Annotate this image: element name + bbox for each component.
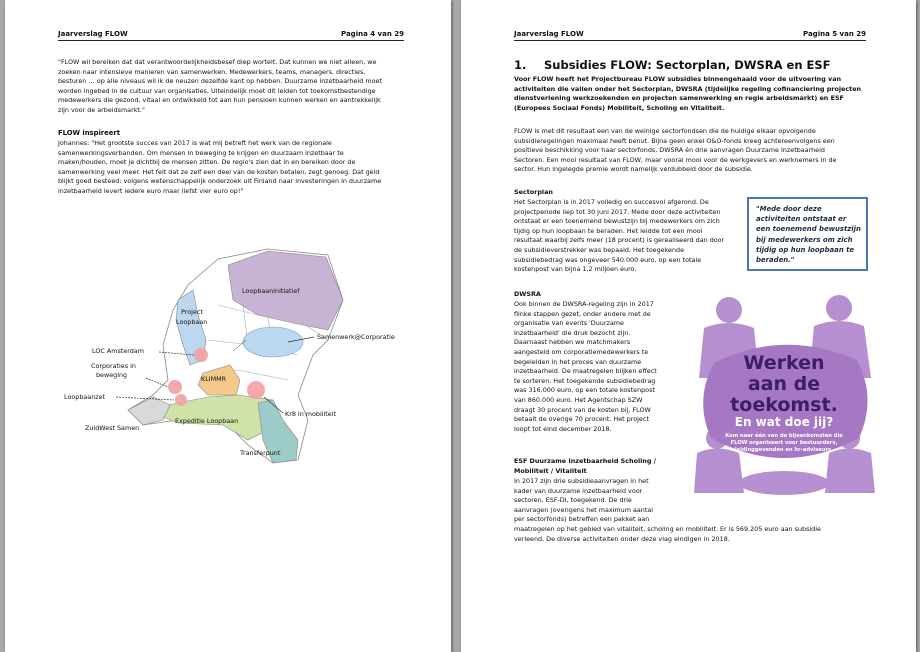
section-title-text: Subsidies FLOW: Sectorplan, DWSRA en ESF <box>544 58 831 72</box>
map-label-project: Project <box>181 308 203 316</box>
text-line: subsidiebedrag was ongeveer 540.000 euro, op een totale <box>514 255 702 264</box>
netherlands-region-map <box>58 245 418 475</box>
text-line: ESF Duurzame Inzetbaarheid Scholing / <box>514 457 657 465</box>
report-page-5 <box>461 0 916 652</box>
text-line: van 860.000 euro. Het Agentschap SZW <box>514 395 643 404</box>
text-line: samenwerking veel meer. Het feit dat ze zelf een deel van de kosten betalen, zegt genoeg. Dat geld <box>58 167 380 176</box>
text-line: medewerkers die gezond, vitaal en ontwikkeld tot aan hun pensioen kunnen werken en aantrekkelijk <box>58 96 381 105</box>
text-line: Johannes: "Het grootste succes van 2017 is wat mij betreft het werk van de regionale <box>58 139 332 147</box>
text-line: begeleiden in het proces van duurzame <box>514 357 642 366</box>
sectorplan-heading: Sectorplan <box>514 188 553 196</box>
intro-paragraph <box>514 75 866 113</box>
running-header <box>514 30 866 41</box>
text-line: In 2017 zijn drie subsidieaanvragen in het <box>514 477 649 485</box>
map-label-beweging: beweging <box>96 371 128 379</box>
text-line: zoeken naar intensieve manieren van samenwerken. Medewerkers, teams, managers, directies, <box>58 67 366 76</box>
flow-result-paragraph <box>514 127 866 175</box>
text-line: kostenpost van bijna 1,2 miljoen euro. <box>514 265 637 274</box>
text-line: FLOW is met dit resultaat een van de weinige sectorfondsen die de huidige elkaar opvolgende <box>514 127 816 135</box>
text-line: Inzetbaarheid' die druk bezocht zijn. <box>514 328 631 337</box>
esf-paragraph <box>514 477 866 544</box>
text-line: te sorteren. Het toegekende subsidiebedrag <box>514 376 656 385</box>
map-graphic <box>58 245 418 475</box>
text-line: kader van duurzame inzetbaarheid voor <box>514 486 643 495</box>
text-line: Ook binnen de DWSRA-regeling zijn in 2017 <box>514 300 654 308</box>
text-line: worden ingebed in de cultuur van organisaties. Uiteindelijk moet dit leiden tot toekomstbestendige <box>58 86 376 95</box>
text-line: was 316.000 euro, op een totale kostenpost <box>514 386 655 395</box>
map-label-loopbaaninitiatief: Loopbaaninitiatief <box>242 287 300 295</box>
text-line: activiteiten die vallen onder het Sectorplan, DWSRA (tijdelijke regeling cofinanciering projecten <box>514 84 862 93</box>
text-line: positieve beschikking voor haar sectorfonds, DWSRA én drie aanvragen Duurzame Inzetbaarheid <box>514 146 825 155</box>
text-line: samenwerkingsverbanden. Om mensen in beweging te krijgen en duurzaam inzetbaar te <box>58 148 344 157</box>
text-line: aanvragen (overigens het maximum aantal <box>514 505 654 514</box>
map-label-kr8: Kr8 in mobiliteit <box>285 410 337 418</box>
text-line: Daarnaast hebben we matchmakers <box>514 338 631 347</box>
map-label-klimmr: KLIMMR <box>201 375 227 383</box>
text-line: "FLOW wil bereiken dat dat verantwoordelijkheidsbesef diep wortelt. Dat kunnen we niet alleen, we <box>58 58 377 66</box>
text-line: maatregelen op het gebied van vitaliteit, scholing en mobiliteit. Er is 569.205 euro aan subsidie <box>514 524 821 533</box>
text-line: blijkt goed besteed: volgens wetenschappelijk onderzoek uit Finland naar investeringen in duurzame <box>58 177 382 186</box>
header-page-number: Pagina 4 van 29 <box>341 30 404 38</box>
poster-line-2: aan de <box>747 373 821 395</box>
text-line: per sectorfonds) betreffen een pakket aan <box>514 515 650 524</box>
sectorplan-paragraph <box>514 198 729 275</box>
text-line: organisatie van events 'Duurzame <box>514 319 624 328</box>
text-line: Sectoren. Een mooi resultaat van FLOW, maar vooral mooi voor de werkgevers en werknemers in de <box>514 155 837 164</box>
section-heading: FLOW inspireert <box>58 129 120 137</box>
text-line: (Europees Sociaal Fonds) Mobiliteit, Scholing en Vitaliteit. <box>514 103 725 112</box>
map-label-transferpunt: Transferpunt <box>240 449 281 457</box>
dwsra-paragraph <box>514 300 714 434</box>
text-line: draagt 30 procent van de kosten bij, FLOW <box>514 405 651 414</box>
map-label-expeditie: Expeditie Loopbaan <box>175 417 239 425</box>
header-page-number: Pagina 5 van 29 <box>803 30 866 38</box>
poster-line-1: Werken <box>743 352 825 374</box>
running-header <box>58 30 404 41</box>
section-title <box>514 58 831 72</box>
text-line: de subsidieverstrekker was bepaald. Het toegekende <box>514 245 685 254</box>
text-line: projectperiode liep tot 30 juni 2017. Mede door deze activiteiten <box>514 207 721 216</box>
report-page-4 <box>5 0 451 652</box>
text-line: resultaat waarbij zelfs meer (18 procent) is gerealiseerd dan door <box>514 236 725 245</box>
text-line: inzetbaarheid levert iedere euro maar liefst vier euro op!" <box>58 186 244 195</box>
pull-quote-box: "Mede door deze activiteiten ontstaat er een toenemend bewustzijn bij medewerkers om zich tijdig op hun loopbaan te beraden." <box>747 197 868 271</box>
text-line: besturen … op alle niveaus wil ik de neuzen dezelfde kant op hebben. Duurzame inzetbaarheid moet <box>58 77 382 86</box>
text-line: Voor FLOW heeft het Projectbureau FLOW subsidies binnengehaald voor de uitvoering van <box>514 75 842 83</box>
esf-heading <box>514 457 714 476</box>
text-line: Mobiliteit / Vitaliteit <box>514 466 587 475</box>
text-line: verleend. De diverse activiteiten onder deze vlag eindigen in 2018. <box>514 534 730 543</box>
text-line: tijdig op hun loopbaan te beraden. Het leidde tot een mooi <box>514 226 703 235</box>
inspire-paragraph <box>58 139 404 197</box>
poster-line-4: En wat doe jij? <box>734 415 834 429</box>
event-poster <box>689 288 879 503</box>
text-line: dienstverlening werkzoekenden en projecten samenwerking en regie arbeidsmarkt) en ESF <box>514 94 844 103</box>
text-line: ontstaat er een toenemend bewustzijn bij medewerkers om zich <box>514 217 720 226</box>
map-label-loopbaanzet: Loopbaanzet <box>64 393 106 401</box>
section-number: 1. <box>514 58 527 72</box>
text-line: flinke stappen gezet, onder andere met de <box>514 309 651 318</box>
dwsra-heading: DWSRA <box>514 290 541 298</box>
poster-subtitle: Kom naar één van de bijeenkomsten die FLOW organiseert voor bestuurders, leidinggevenden en hr-adviseurs. <box>725 433 843 453</box>
quote-paragraph <box>58 58 404 116</box>
text-line: zijn voor de arbeidsmarkt." <box>58 105 145 114</box>
header-title: Jaarverslag FLOW <box>58 30 128 38</box>
text-line: inzetbaarheid. De maatregelen blijken effect <box>514 367 657 376</box>
map-label-loc-amsterdam: LOC Amsterdam <box>92 347 144 355</box>
text-line: maken/houden, moet je dichtbij de mensen zitten. De regio's zien dat in en bereiken door de <box>58 158 356 167</box>
text-line: subsidieregelingen maximaal heeft benut. Bijna geen enkel O&O-fonds kreeg achtereenvolgens een <box>514 136 835 145</box>
text-line: aangesteld om corporatiemedewerkers te <box>514 347 649 356</box>
text-line: sector. Hun ingelegde premie wordt namelijk verdubbeld door de subsidie. <box>514 165 753 174</box>
text-line: betaalt de overige 70 procent. Het project <box>514 415 649 424</box>
header-title: Jaarverslag FLOW <box>514 30 584 38</box>
map-label-loopbaan: Loopbaan <box>176 318 208 326</box>
map-label-samenwerk: Samenwerk@Corporatie <box>317 333 395 341</box>
map-label-corporaties: Corporaties in <box>91 362 136 370</box>
map-label-zuidwest: ZuidWest Samen <box>85 424 140 432</box>
text-line: sectoren, ESF-DI, toegekend. De drie <box>514 496 632 505</box>
poster-line-3: toekomst. <box>730 394 838 416</box>
text-line: loopt tot eind december 2018. <box>514 424 612 433</box>
text-line: Het Sectorplan is in 2017 volledig en succesvol afgerond. De <box>514 198 709 206</box>
